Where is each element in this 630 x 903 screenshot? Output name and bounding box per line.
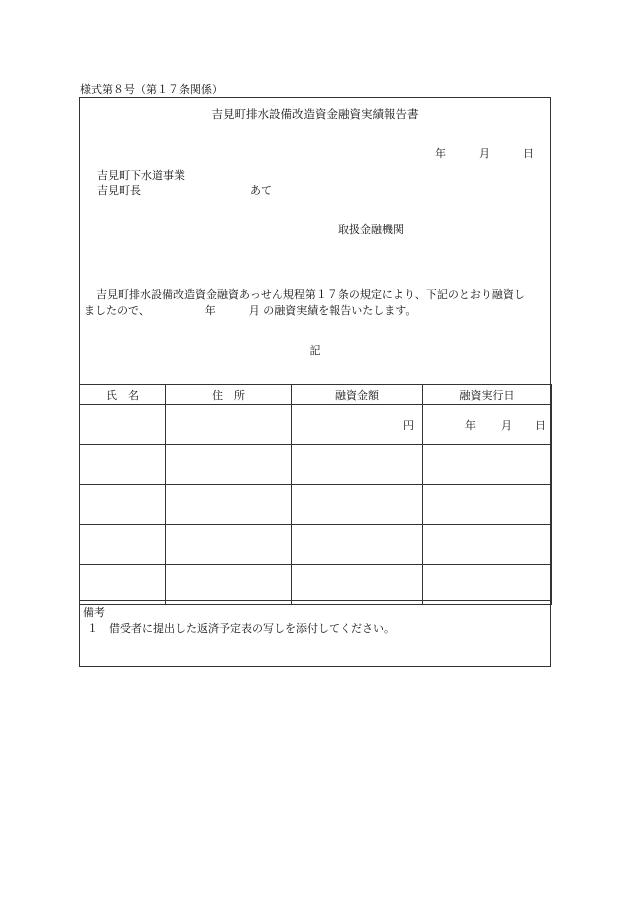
body-line2	[84, 303, 550, 319]
body-month: 月	[248, 304, 260, 317]
table-row	[80, 485, 552, 525]
header-loan-amount: 融資金額	[292, 385, 423, 405]
cell-date	[423, 525, 552, 565]
cell-amount	[292, 525, 423, 565]
cell-address	[166, 445, 292, 485]
cell-date-month: 月	[501, 419, 512, 432]
cell-date	[423, 485, 552, 525]
table-row	[80, 525, 552, 565]
cell-name	[80, 485, 166, 525]
body-line2-prefix: ましたので、	[84, 304, 150, 317]
cell-date-year: 年	[465, 419, 476, 432]
notes-heading: 備考	[83, 606, 105, 619]
addressee-line1: 吉見町下水道事業	[97, 169, 185, 182]
document-title: 吉見町排水設備改造資金融資実績報告書	[211, 107, 419, 121]
cell-amount	[292, 445, 423, 485]
cell-address	[166, 485, 292, 525]
body-year: 年	[204, 304, 216, 317]
cell-address	[166, 565, 292, 605]
institution-label: 取扱金融機関	[338, 223, 404, 236]
addressee-line2: 吉見町長	[97, 184, 141, 197]
addressee-suffix: あて	[250, 184, 272, 197]
body-line2-suffix: の融資実績を報告いたします。	[263, 304, 417, 317]
date-month: 月	[479, 147, 490, 160]
body-paragraph	[84, 287, 550, 319]
cell-date	[423, 405, 552, 445]
form-number: 様式第８号（第１７条関係）	[80, 83, 223, 96]
notes-section	[79, 600, 551, 668]
cell-name	[80, 445, 166, 485]
cell-name	[80, 525, 166, 565]
yen-unit: 円	[403, 418, 414, 432]
cell-amount	[292, 405, 423, 445]
table-header-row	[80, 385, 552, 405]
report-date	[435, 145, 534, 161]
date-day: 日	[523, 147, 534, 160]
table-row	[80, 445, 552, 485]
cell-amount	[292, 565, 423, 605]
header-execution-date: 融資実行日	[423, 385, 552, 405]
cell-date	[423, 445, 552, 485]
loan-records-table	[79, 384, 552, 605]
header-address: 住 所	[166, 385, 292, 405]
notes-item-1: １ 借受者に提出した返済予定表の写しを添付してください。	[87, 622, 395, 635]
report-frame	[79, 97, 551, 667]
cell-address	[166, 525, 292, 565]
table-row	[80, 405, 552, 445]
cell-amount	[292, 485, 423, 525]
cell-address	[166, 405, 292, 445]
cell-name	[80, 405, 166, 445]
cell-date-day: 日	[535, 419, 546, 432]
cell-date	[423, 565, 552, 605]
cell-name	[80, 565, 166, 605]
ki-heading: 記	[309, 344, 321, 357]
date-year: 年	[435, 147, 446, 160]
body-line1: 吉見町排水設備改造資金融資あっせん規程第１７条の規定により、下記のとおり融資し	[96, 288, 525, 301]
table-row	[80, 565, 552, 605]
header-name: 氏 名	[80, 385, 166, 405]
